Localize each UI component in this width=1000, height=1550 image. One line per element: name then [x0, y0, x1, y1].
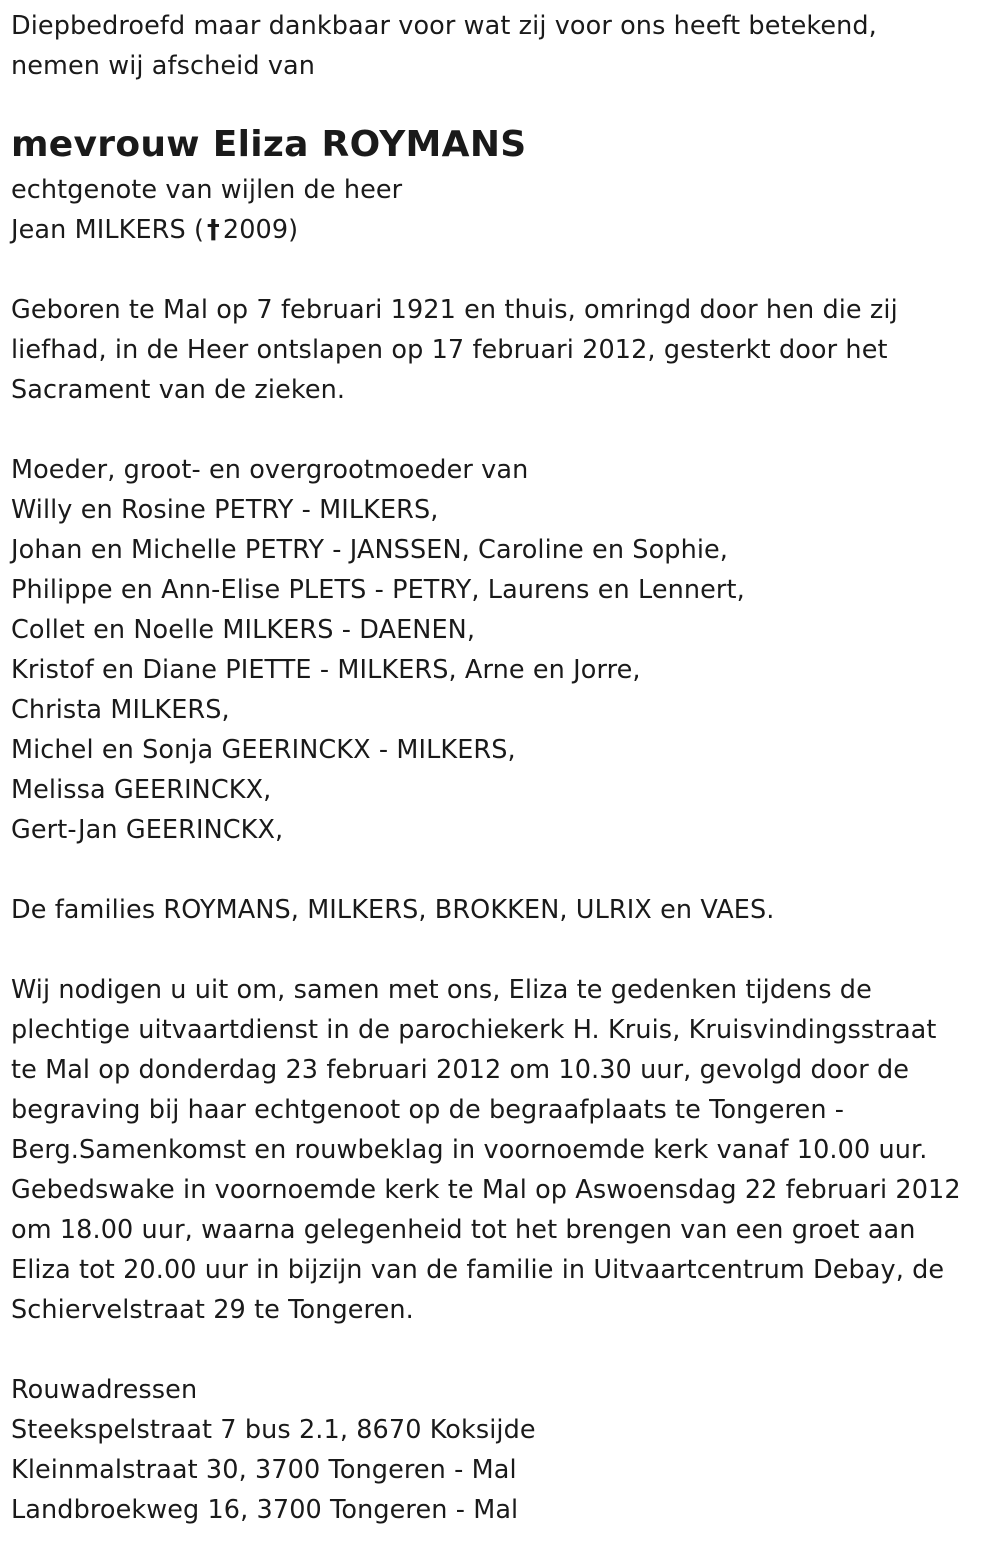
paragraph-line: Sacrament van de zieken.: [11, 375, 346, 405]
family-member: Michel en Sonja GEERINCKX - MILKERS,: [11, 735, 516, 765]
spacer: [11, 1330, 991, 1370]
birth-death-paragraph: [11, 290, 991, 410]
families-line: De families ROYMANS, MILKERS, BROKKEN, ULRIX en VAES.: [11, 895, 775, 925]
intro-text: [11, 6, 991, 86]
spacer: [11, 410, 991, 450]
spacer: [11, 850, 991, 890]
paragraph-line: plechtige uitvaartdienst in de parochiekerk H. Kruis, Kruisvindingsstraat: [11, 1015, 937, 1045]
spouse-line: echtgenote van wijlen de heer: [11, 175, 403, 205]
family-member: Kristof en Diane PIETTE - MILKERS, Arne en Jorre,: [11, 655, 641, 685]
spouse-name: Jean MILKERS (: [11, 215, 205, 245]
family-member: Philippe en Ann-Elise PLETS - PETRY, Laurens en Lennert,: [11, 575, 745, 605]
invitation-paragraph: [11, 970, 991, 1330]
paragraph-line: Wij nodigen u uit om, samen met ons, Eliza te gedenken tijdens de: [11, 975, 872, 1005]
address-line: Landbroekweg 16, 3700 Tongeren - Mal: [11, 1495, 519, 1525]
paragraph-line: Gebedswake in voornoemde kerk te Mal op Aswoensdag 22 februari 2012: [11, 1175, 961, 1205]
family-member: Gert-Jan GEERINCKX,: [11, 815, 284, 845]
spouse-death-year: 2009): [222, 215, 299, 245]
paragraph-line: begraving bij haar echtgenoot op de begraafplaats te Tongeren -: [11, 1095, 845, 1125]
family-member: Johan en Michelle PETRY - JANSSEN, Caroline en Sophie,: [11, 535, 729, 565]
spouse-name-line: [11, 210, 991, 250]
paragraph-line: om 18.00 uur, waarna gelegenheid tot het brengen van een groet aan: [11, 1215, 916, 1245]
family-member: Christa MILKERS,: [11, 695, 230, 725]
paragraph-line: Berg.Samenkomst en rouwbeklag in voornoemde kerk vanaf 10.00 uur.: [11, 1135, 928, 1165]
spacer: [11, 930, 991, 970]
obituary-notice: [11, 6, 991, 1530]
paragraph-line: Eliza tot 20.00 uur in bijzijn van de familie in Uitvaartcentrum Debay, de: [11, 1255, 945, 1285]
intro-line: nemen wij afscheid van: [11, 51, 315, 81]
cross-icon: †: [207, 215, 220, 245]
family-member: Melissa GEERINCKX,: [11, 775, 272, 805]
family-member: Willy en Rosine PETRY - MILKERS,: [11, 495, 439, 525]
paragraph-line: Schiervelstraat 29 te Tongeren.: [11, 1295, 414, 1325]
paragraph-line: Geboren te Mal op 7 februari 1921 en thuis, omringd door hen die zij: [11, 295, 898, 325]
family-member: Collet en Noelle MILKERS - DAENEN,: [11, 615, 476, 645]
addresses-heading: Rouwadressen: [11, 1375, 198, 1405]
spacer: [11, 250, 991, 290]
mourning-addresses: [11, 1370, 991, 1530]
deceased-name: mevrouw Eliza ROYMANS: [11, 124, 527, 165]
intro-line: Diepbedroefd maar dankbaar voor wat zij voor ons heeft betekend,: [11, 11, 877, 41]
address-line: Steekspelstraat 7 bus 2.1, 8670 Koksijde: [11, 1415, 536, 1445]
paragraph-line: te Mal op donderdag 23 februari 2012 om 10.30 uur, gevolgd door de: [11, 1055, 910, 1085]
paragraph-line: liefhad, in de Heer ontslapen op 17 februari 2012, gesterkt door het: [11, 335, 888, 365]
address-line: Kleinmalstraat 30, 3700 Tongeren - Mal: [11, 1455, 517, 1485]
spouse-info: [11, 170, 991, 250]
family-list-heading: Moeder, groot- en overgrootmoeder van: [11, 455, 529, 485]
family-list: [11, 450, 991, 850]
